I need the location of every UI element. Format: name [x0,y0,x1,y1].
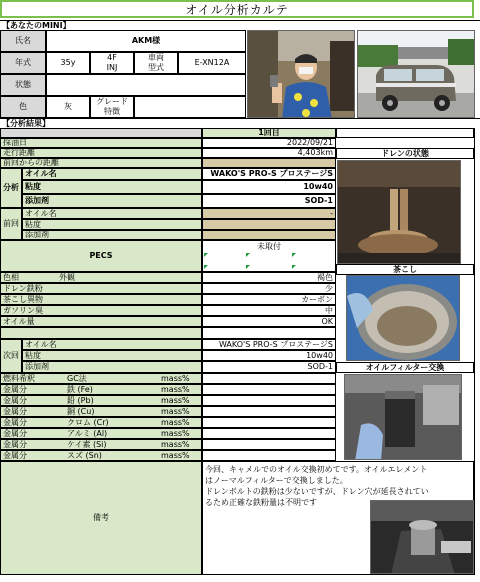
prev-distance-label: 前回からの距離 [0,158,202,168]
metal-row [0,417,202,428]
metal-unit: mass% [161,384,190,394]
metal-row [0,406,202,417]
metal-label: 金属分 [3,417,27,427]
grade-label-line-1: グレード [96,97,128,106]
metal-row [0,428,202,439]
metal-value [202,417,336,428]
round-header-blank [0,128,202,138]
gasoline-label: ガソリン臭 [0,305,202,316]
prev-distance-value [202,158,336,168]
oil-amount-value: OK [202,316,336,327]
metal-unit: mass% [161,373,190,383]
model-label [134,52,178,74]
owner-photo-image [248,31,355,118]
grade-label-line-2: 特徴 [104,107,120,116]
remarks-photo-image [371,501,474,574]
prev-viscosity-label: 粘度 [22,219,202,230]
remarks-photo [370,500,474,574]
section-result-header: 【分析結果】 [0,118,480,128]
round-value: 1回目 [202,128,336,138]
prev-additive-value [202,230,336,240]
drain-photo [337,160,461,264]
metal-element: スズ (Sn) [67,450,102,460]
metal-value [202,373,336,384]
cell-marker-icon [246,265,250,269]
round-header-right [336,128,474,138]
remarks-line: 今回、キャメルでのオイル交換初めてです。オイルエレメント [205,465,428,474]
metal-row [0,384,202,395]
metal-value [202,450,336,461]
section-mini-header: 【あなたのMINI】 [0,20,480,30]
metal-element: 鉄 (Fe) [67,384,93,394]
metal-row [0,450,202,461]
filter-photo-image [345,375,462,460]
metal-element: 銅 (Cu) [67,406,95,416]
next-additive-value: SOD-1 [202,361,336,373]
next-viscosity-value: 10w40 [202,350,336,361]
grade-value [134,96,246,118]
cell-marker-icon [204,253,208,257]
metal-label: 金属分 [3,450,27,460]
name-value: AKM様 [46,30,246,52]
appearance-label: 外観 [59,272,75,282]
metal-label: 燃料希釈 [3,373,35,383]
metal-element: 鉛 (Pb) [67,395,94,405]
next-oil-name-value: WAKO'S PRO-S プロステージS [202,339,336,350]
remarks-line: はノーマルフィルターで交換しました。 [205,476,348,485]
color-label: 色 [0,96,46,118]
analysis-group: 分析 [0,168,22,208]
viscosity-label: 粘度 [22,180,202,194]
metal-value [202,439,336,450]
distance-label: 走行距離 [0,148,202,158]
prev-additive-label: 添加剤 [22,230,202,240]
name-label: 氏名 [0,30,46,52]
drain-photo-image [338,161,461,264]
metal-label: 金属分 [3,439,27,449]
strainer-label: 茶こし異物 [0,294,202,305]
next-group: 次回 [0,339,22,373]
next-oil-name-label: オイル名 [22,339,202,350]
metal-row [0,373,202,384]
car-photo-image [358,31,475,118]
metal-row [0,439,202,450]
metal-unit: mass% [161,395,190,405]
strainer-value: カーボン [202,294,336,305]
date-value: 2022/09/21 [202,138,336,148]
grade-label [90,96,134,118]
page-title: オイル分析カルテ [185,2,289,17]
distance-value: 4,403km [202,148,336,158]
prev-oil-name-value: - [202,208,336,219]
model-label-line-2: 型式 [148,63,164,72]
metal-element: クロム (Cr) [67,417,109,427]
transmission-line-2: INJ [106,63,118,72]
pecs-label: PECS [0,240,202,272]
metal-label: 金属分 [3,384,27,394]
model-value: E-XN12A [178,52,246,74]
oil-name-value: WAKO'S PRO-S プロステージS [202,168,336,180]
transmission-value [90,52,134,74]
metal-unit: mass% [161,450,190,460]
status-label: 状態 [0,74,46,96]
cell-marker-icon [204,265,208,269]
strainer-photo [346,275,460,361]
metal-element: ケイ素 (Si) [67,439,107,449]
date-label: 採油日 [0,138,202,148]
strainer-photo-image [347,276,460,361]
next-additive-label: 添加剤 [22,361,202,373]
metal-value [202,395,336,406]
cell-marker-icon [292,265,296,269]
remarks-line: ドレンボルトの鉄粉は少ないですが、ドレン穴が延長されてい [205,487,429,496]
metal-label: 金属分 [3,395,27,405]
remarks-line: るため正確な鉄粉量は不明です [205,498,317,507]
oil-amount-label: オイル量 [0,316,202,327]
right-border [474,128,475,575]
color-row-value: 褐色 [202,272,336,283]
metal-element: GC法 [67,373,87,383]
color-row-label [0,272,202,283]
additive-label: 添加剤 [22,194,202,208]
color-row-label-text: 色相 [3,272,19,282]
filter-photo [344,374,462,460]
metal-value [202,428,336,439]
cell-marker-icon [292,253,296,257]
pecs-value: 未取付 [202,240,336,272]
owner-photo [247,30,355,118]
metal-label: 金属分 [3,428,27,438]
drain-photo-label: ドレンの状態 [336,148,474,159]
model-label-line-1: 車両 [148,53,164,62]
spacer-row [0,327,202,339]
gasoline-value: 中 [202,305,336,316]
metal-unit: mass% [161,417,190,427]
color-value: 灰 [46,96,90,118]
metal-unit: mass% [161,406,190,416]
drain-iron-value: 少 [202,283,336,294]
metal-unit: mass% [161,439,190,449]
metal-element: アルミ (Al) [67,428,108,438]
prev-viscosity-value [202,219,336,230]
spacer-row-value [202,327,336,339]
prev-oil-name-label: オイル名 [22,208,202,219]
next-viscosity-label: 粘度 [22,350,202,361]
metal-value [202,384,336,395]
transmission-line-1: 4F [107,53,117,62]
year-value: 35y [46,52,90,74]
car-photo [357,30,475,118]
metal-value [202,406,336,417]
remarks-label: 備考 [0,461,202,575]
status-value [46,74,246,96]
title-bar [0,0,474,18]
filter-photo-label: オイルフィルター交換 [336,362,474,373]
drain-iron-label: ドレン鉄粉 [0,283,202,294]
viscosity-value: 10w40 [202,180,336,194]
strainer-photo-label: 茶こし [336,264,474,275]
cell-marker-icon [246,253,250,257]
metal-label: 金属分 [3,406,27,416]
additive-value: SOD-1 [202,194,336,208]
year-label: 年式 [0,52,46,74]
metal-unit: mass% [161,428,190,438]
metal-row [0,395,202,406]
prev-group: 前回 [0,208,22,240]
oil-name-label: オイル名 [22,168,202,180]
